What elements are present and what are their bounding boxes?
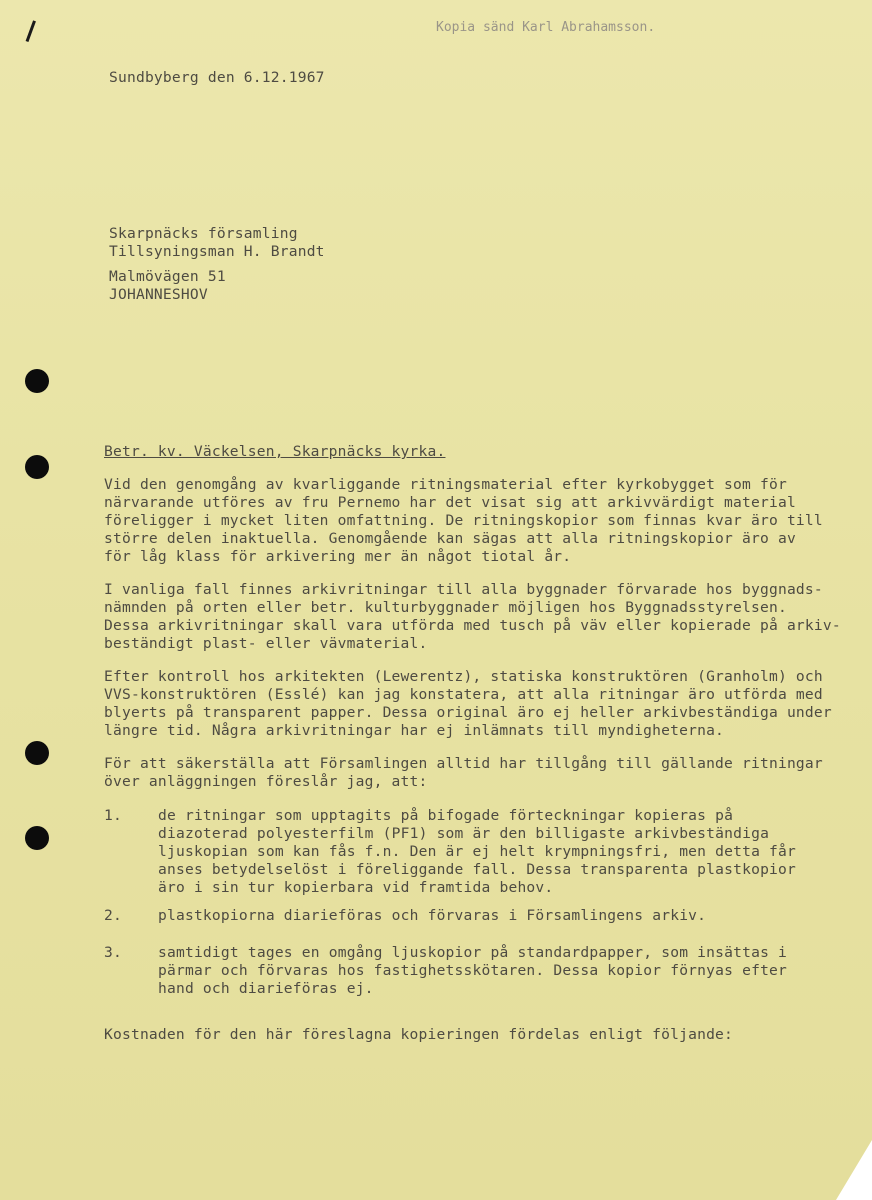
pen-stroke-mark xyxy=(26,20,36,42)
punch-hole xyxy=(25,826,49,850)
recipient-line: Tillsyningsman H. Brandt xyxy=(109,243,325,260)
list-item-line: plastkopiorna diarieföras och förvaras i Församlingens arkiv. xyxy=(158,907,707,924)
folded-corner xyxy=(836,1140,872,1200)
recipient-line: Skarpnäcks församling xyxy=(109,225,298,242)
paragraph-line: närvarande utföres av fru Pernemo har det visat sig att arkivvärdigt material xyxy=(104,494,796,511)
paragraph-line: I vanliga fall finnes arkivritningar till alla byggnader förvarade hos byggnads- xyxy=(104,581,823,598)
paragraph-line: beständigt plast- eller vävmaterial. xyxy=(104,635,428,652)
list-item-line: hand och diarieföras ej. xyxy=(158,980,374,997)
list-item-number: 2. xyxy=(104,907,122,924)
punch-hole xyxy=(25,741,49,765)
paragraph-line: längre tid. Några arkivritningar har ej inlämnats till myndigheterna. xyxy=(104,722,725,739)
list-item-number: 3. xyxy=(104,944,122,961)
recipient-line: Malmövägen 51 xyxy=(109,268,226,285)
subject-line: Betr. kv. Väckelsen, Skarpnäcks kyrka. xyxy=(104,443,446,460)
recipient-line: JOHANNESHOV xyxy=(109,286,208,303)
punch-hole xyxy=(25,369,49,393)
paragraph-line: blyerts på transparent papper. Dessa original äro ej heller arkivbeständiga under xyxy=(104,704,832,721)
paragraph-line: Efter kontroll hos arkitekten (Lewerentz), statiska konstruktören (Granholm) och xyxy=(104,668,823,685)
paragraph-line: VVS-konstruktören (Esslé) kan jag konstatera, att alla ritningar äro utförda med xyxy=(104,686,823,703)
date-line: Sundbyberg den 6.12.1967 xyxy=(109,69,325,86)
list-item-line: diazoterad polyesterfilm (PF1) som är den billigaste arkivbeständiga xyxy=(158,825,770,842)
list-item-line: pärmar och förvaras hos fastighetsskötaren. Dessa kopior förnyas efter xyxy=(158,962,788,979)
paragraph-line: Dessa arkivritningar skall vara utförda med tusch på väv eller kopierade på arkiv- xyxy=(104,617,841,634)
list-item-line: samtidigt tages en omgång ljuskopior på standardpapper, som insättas i xyxy=(158,944,788,961)
paragraph-line: Vid den genomgång av kvarliggande ritningsmaterial efter kyrkobygget som för xyxy=(104,476,787,493)
paragraph-line: För att säkerställa att Församlingen alltid har tillgång till gällande ritningar xyxy=(104,755,823,772)
punch-hole xyxy=(25,455,49,479)
paragraph-line: större delen inaktuella. Genomgående kan sägas att alla ritningskopior äro av xyxy=(104,530,796,547)
list-item-line: de ritningar som upptagits på bifogade förteckningar kopieras på xyxy=(158,807,734,824)
list-item-number: 1. xyxy=(104,807,122,824)
closing-line: Kostnaden för den här föreslagna kopieringen fördelas enligt följande: xyxy=(104,1026,734,1043)
paragraph-line: för låg klass för arkivering mer än något tiotal år. xyxy=(104,548,572,565)
list-item-line: äro i sin tur kopierbara vid framtida behov. xyxy=(158,879,554,896)
copy-annotation: Kopia sänd Karl Abrahamsson. xyxy=(436,20,656,35)
list-item-line: ljuskopian som kan fås f.n. Den är ej helt krympningsfri, men detta får xyxy=(158,843,797,860)
list-item-line: anses betydelselöst i föreliggande fall. Dessa transparenta plastkopior xyxy=(158,861,797,878)
paragraph-line: nämnden på orten eller betr. kulturbyggnader möjligen hos Byggnadsstyrelsen. xyxy=(104,599,787,616)
paragraph-line: över anläggningen föreslår jag, att: xyxy=(104,773,428,790)
paragraph-line: föreligger i mycket liten omfattning. De ritningskopior som finnas kvar äro till xyxy=(104,512,823,529)
